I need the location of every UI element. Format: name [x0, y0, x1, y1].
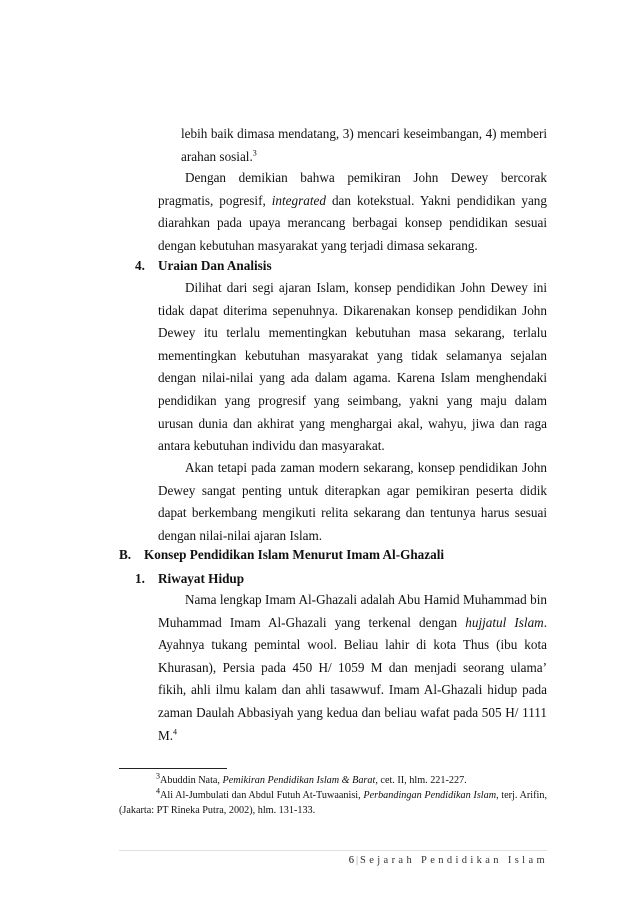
footnote-title: Pemikiran Pendidikan Islam & Barat [222, 775, 376, 786]
paragraph-dewey-summary [158, 167, 547, 257]
footnote-4 [119, 788, 547, 818]
section-heading-riwayat [135, 570, 244, 588]
footer-divider [119, 850, 547, 851]
heading-label: Uraian Dan Analisis [158, 258, 272, 273]
italic-term: hujjatul Islam [465, 614, 544, 630]
section-heading-uraian [135, 257, 272, 275]
footnote-ref: 3 [252, 148, 257, 158]
paragraph-biography [158, 589, 547, 747]
footnote-3 [119, 773, 547, 788]
footnote-number: 3 [156, 771, 160, 781]
paragraph-text: Nama lengkap Imam Al-Ghazali adalah Abu Hamid Muhammad bin Muhammad Imam Al-Ghazali yang terkenal dengan [158, 592, 547, 630]
paragraph-text: Dilihat dari segi ajaran Islam, konsep pendidikan John Dewey ini tidak dapat diterima sepenuhnya. Dikarenakan konsep pendidikan John Dewey itu terlalu mementingkan kebutuhan masa sekarang, terlalu mementingkan kebutuhan masyarakat yang tidak selamanya sejalan dengan nilai-nilai yang ada dalam agama. Karena Islam menghendaki pendidikan yang progresif yang seimbang, yakni yang maju dalam urusan dunia dan akhirat yang menghargai akal, wahyu, jiwa dan raga antara kebutuhan individu dan masyarakat. [158, 280, 547, 454]
footnote-text: , terj. Arifin, (Jakarta: PT Rineka Putra, 2002), hlm. 131-133. [119, 790, 547, 816]
heading-label: Riwayat Hidup [158, 571, 245, 586]
page-number: 6 [348, 855, 354, 866]
heading-number: B. [119, 547, 132, 562]
footnote-text: Ali Al-Jumbulati dan Abdul Futuh At-Tuwaanisi, [160, 790, 361, 801]
footnote-divider [119, 768, 227, 769]
paragraph-text: dan kotekstual. Yakni pendidikan yang diarahkan pada upaya merancang berbagai konsep pendidikan sesuai dengan kebutuhan masyarakat yang terjadi dimasa sekarang. [158, 192, 547, 253]
footnote-title: Perbandingan Pendidikan Islam [363, 790, 497, 801]
heading-number: 1. [135, 571, 145, 586]
paragraph-text: lebih baik dimasa mendatang, 3) mencari keseimbangan, 4) memberi arahan sosial. [181, 126, 547, 164]
section-heading-b [119, 546, 444, 564]
paragraph-text: Akan tetapi pada zaman modern sekarang, konsep pendidikan John Dewey sangat penting untuk diterapkan agar pemikiran peserta didik dapat berkembang mengikuti relita sekarang dan tentunya harus sesuai dengan nilai-nilai ajaran Islam. [158, 460, 547, 543]
footnote-number: 4 [156, 786, 160, 796]
heading-number: 4. [135, 258, 145, 273]
paragraph-continuation [181, 123, 547, 168]
page-footer [349, 854, 548, 868]
heading-label: Konsep Pendidikan Islam Menurut Imam Al-Ghazali [144, 547, 445, 562]
footnote-ref: 4 [173, 727, 178, 737]
footer-separator: | [355, 855, 359, 866]
italic-term: integrated [271, 192, 326, 208]
running-title: Sejarah Pendidikan Islam [360, 855, 548, 866]
paragraph-analysis-2 [158, 457, 547, 547]
paragraph-text: Dengan demikian bahwa pemikiran John Dewey bercorak pragmatis, pogresif, [158, 170, 547, 208]
footnote-text: Abuddin Nata, [160, 775, 220, 786]
footnote-text: , cet. II, hlm. 221-227. [375, 775, 467, 786]
paragraph-analysis-1 [158, 277, 547, 458]
paragraph-text: . Ayahnya tukang pemintal wool. Beliau lahir di kota Thus (ibu kota Khurasan), Persia pada 450 H/ 1059 M dan menjadi seorang ulama’ fikih, ahli ilmu kalam dan ahli tasawwuf. Imam Al-Ghazali hidup pada zaman Daulah Abbasiyah yang kedua dan beliau wafat pada 505 H/ 1111 M. [158, 614, 548, 743]
